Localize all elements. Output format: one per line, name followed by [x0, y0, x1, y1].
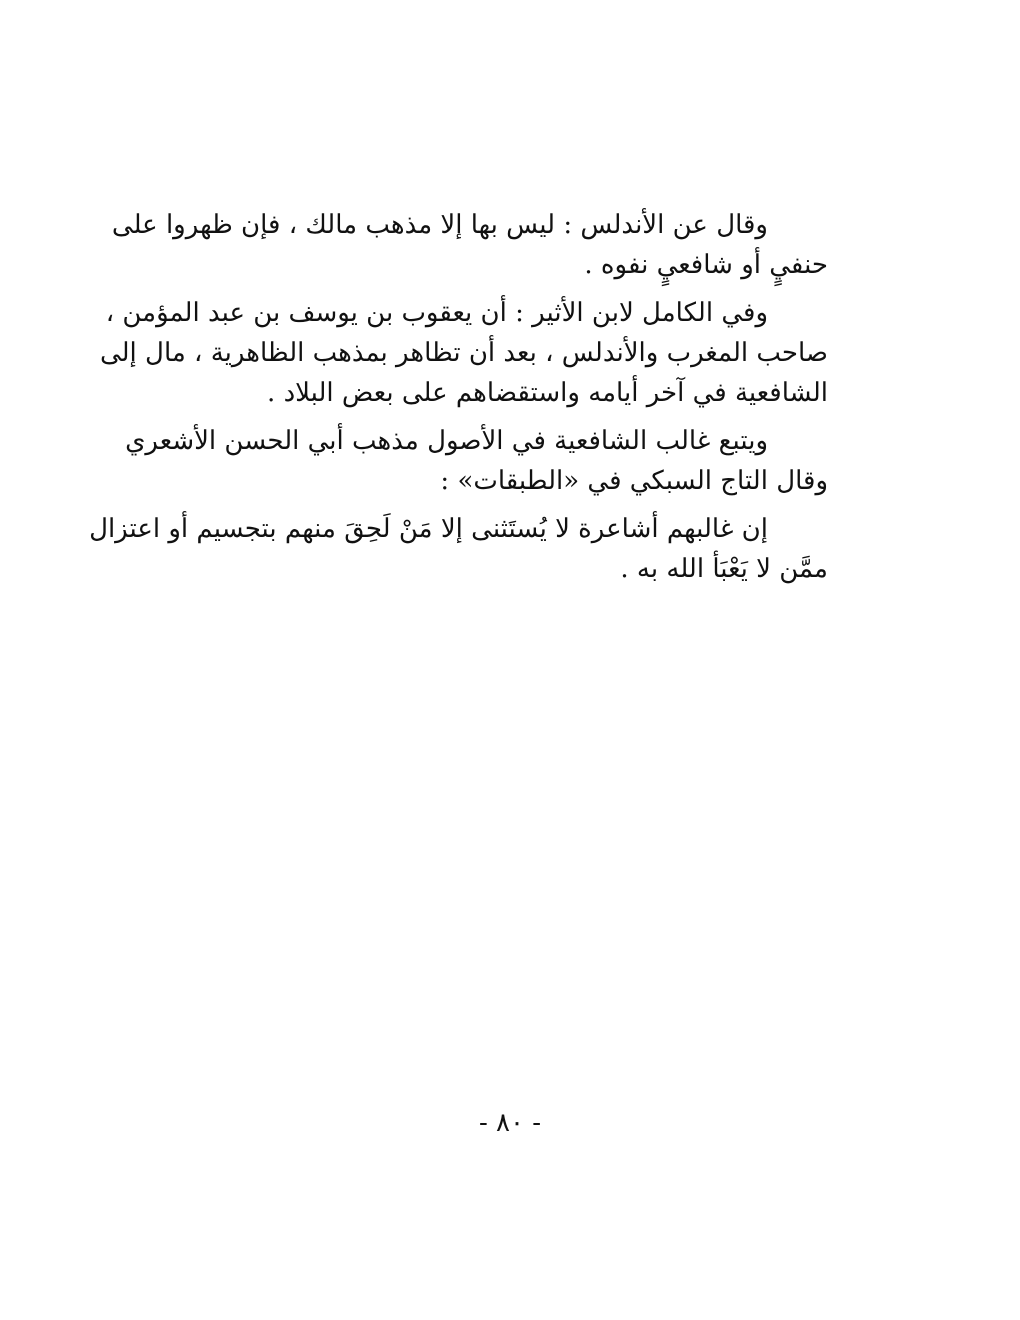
text-line: وفي الكامل لابن الأثير : أن يعقوب بن يوسف بن عبد المؤمن ، [105, 298, 768, 328]
paragraph-4 [89, 509, 828, 589]
text-line: الشافعية في آخر أيامه واستقضاهم على بعض البلاد . [267, 378, 828, 408]
page-body [89, 205, 828, 589]
paragraph-spacer [188, 413, 828, 421]
paragraph-spacer [188, 285, 828, 293]
text-line: وقال عن الأندلس : ليس بها إلا مذهب مالك ، فإن ظهروا على [111, 210, 768, 240]
paragraph-2 [99, 293, 828, 413]
paragraph-spacer [188, 501, 828, 509]
text-line: ممَّن لا يَعْبَأ الله به . [620, 554, 828, 584]
text-line: إن غالبهم أشاعرة لا يُستَثنى إلا مَنْ لَحِقَ منهم بتجسيم أو اعتزال [89, 514, 768, 544]
text-line: صاحب المغرب والأندلس ، بعد أن تظاهر بمذهب الظاهرية ، مال إلى [99, 338, 828, 368]
paragraph-1 [111, 205, 828, 285]
paragraph-3 [125, 421, 828, 501]
text-line: ويتبع غالب الشافعية في الأصول مذهب أبي الحسن الأشعري [125, 426, 768, 456]
page-number: - ٨٠ - [478, 1108, 542, 1138]
text-line: وقال التاج السبكي في «الطبقات» : [440, 466, 828, 496]
text-line: حنفيٍ أو شافعيٍ نفوه . [584, 250, 828, 280]
